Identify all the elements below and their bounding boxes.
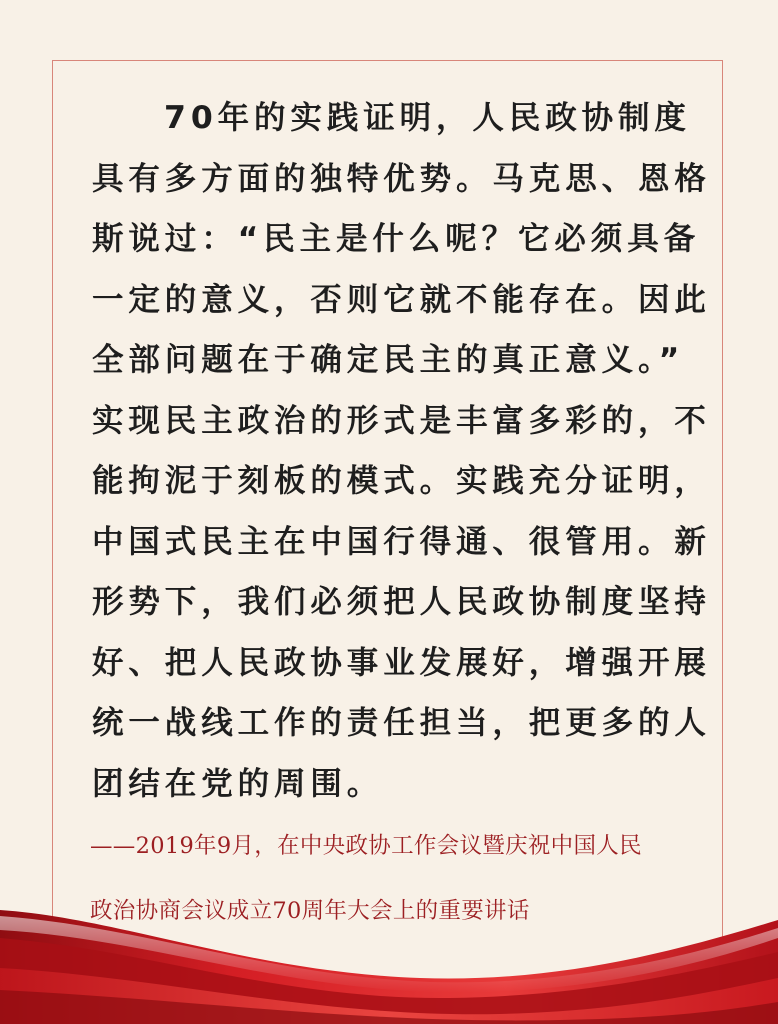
quote-body [92,88,711,814]
quote-line-9: 形势下，我们必须把人民政协制度坚持 [92,584,711,620]
quote-line-11: 统一战线工作的责任担当，把更多的人 [92,705,711,741]
quote-line-1: 70年的实践证明，人民政协制度 [164,100,691,136]
quote-line-5: 全部问题在于确定民主的真正意义。” [92,342,685,378]
quote-line-3: 斯说过：“民主是什么呢？它必须具备 [92,221,701,257]
quote-line-7: 能拘泥于刻板的模式。实践充分证明， [92,463,711,499]
quote-line-8: 中国式民主在中国行得通、很管用。新 [92,523,711,560]
quote-line-4: 一定的意义，否则它就不能存在。因此 [92,281,711,318]
quote-line-10: 好、把人民政协事业发展好，增强开展 [92,644,711,681]
quote-line-2: 具有多方面的独特优势。马克思、恩格 [92,160,711,197]
quote-line-12: 团结在党的周围。 [92,765,384,802]
source-line-1: ——2019年9月，在中央政协工作会议暨庆祝中国人民 [90,833,642,859]
source-line-2: 政治协商会议成立70周年大会上的重要讲话 [90,898,530,924]
quote-line-6: 实现民主政治的形式是丰富多彩的，不 [92,402,711,439]
